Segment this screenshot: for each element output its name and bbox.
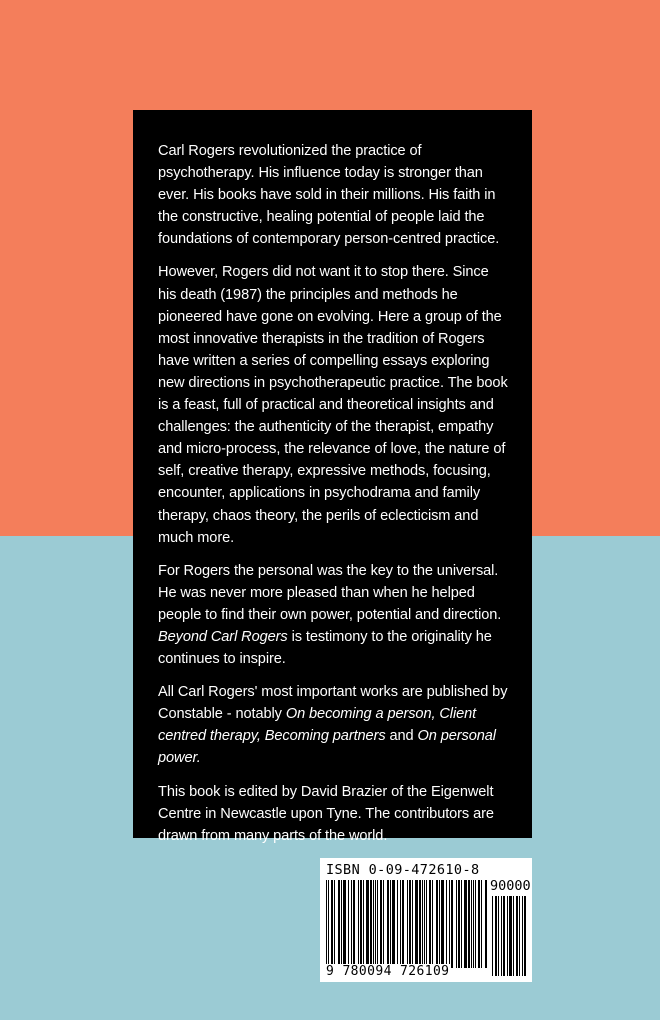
ean-digits: 9 780094 726109 [326,964,450,979]
book-title-beyond-carl-rogers: Beyond Carl Rogers [158,628,288,645]
barcode-bar [441,880,444,968]
rogers-works-titles-2: On personal power. [158,728,496,767]
barcode-bar [519,896,520,976]
barcode-bar [326,880,327,968]
barcode-bar [478,880,480,968]
barcode-bar [458,880,460,968]
barcode-bar [402,880,404,968]
barcode-bar [436,880,438,968]
barcode-bar [516,896,518,976]
barcode-bar [507,896,508,976]
ean-barcode-bars [326,880,488,968]
barcode-bar [513,896,514,976]
barcode-bar [358,880,359,968]
barcode-bar [446,880,447,968]
barcode-bar [501,896,502,976]
barcode-bar [351,880,352,968]
barcode-bar [503,896,505,976]
barcode-bar [400,880,401,968]
isbn-barcode [320,858,532,982]
blurb-paragraph-4-and: and [389,728,414,745]
rogers-works-titles-1: On becoming a person, Client centred therapy, Becoming partners [158,706,477,745]
blurb-paragraph-1: Carl Rogers revolutionized the practice of psychotherapy. His influence today is stronger than ever. His books have sold in their millions. His faith in the constructive, healing potential of people laid the foundations of contemporary person-centred practice. [158,143,500,248]
barcode-bar [439,880,440,968]
barcode-bar [390,880,391,968]
barcode-bar [422,880,423,968]
barcode-bar [471,880,472,968]
barcode-bar [377,880,378,968]
price-addon-bars [492,896,528,976]
blurb-paragraph-3 [158,560,510,670]
barcode-bar [424,880,425,968]
barcode-bar [383,880,384,968]
barcode-bar [449,880,450,968]
barcode-bar [492,896,493,976]
back-cover-blurb-panel [133,110,532,844]
barcode-bar [338,880,340,968]
blurb-paragraph-4 [158,681,510,769]
barcode-bar [495,896,497,976]
barcode-bar [360,880,362,968]
price-code: 90000 [490,878,531,894]
barcode-bar [373,880,374,968]
barcode-bar [415,880,418,968]
barcode-bar [464,880,467,968]
barcode-bar [348,880,349,968]
barcode-bar [498,896,499,976]
barcode-bar [485,880,487,968]
barcode-bar [392,880,395,968]
barcode-bar [370,880,372,968]
barcode-bar [328,880,329,968]
blurb-paragraph-4-text-a: All Carl Rogers' most important works are published by Constable - notably [158,684,508,723]
barcode-bar [509,896,512,976]
barcode-bar [334,880,335,968]
barcode-bar [522,896,523,976]
barcode-bar [397,880,398,968]
barcode-bar [451,880,453,968]
blurb-paragraph-5: This book is edited by David Brazier of the Eigenwelt Centre in Newcastle upon Tyne. The contributors are drawn from many parts of the world. [158,783,494,844]
barcode-bar [353,880,355,968]
barcode-bar [380,880,382,968]
blurb-paragraph-3-text-b: is testimony to the originality he continues to inspire. [158,628,492,668]
barcode-bar [473,880,474,968]
barcode-bar [426,880,427,968]
blurb-paragraph-3-text-a: For Rogers the personal was the key to the universal. He was never more pleased than when he helped people to find their own power, potential and direction. [158,562,502,623]
barcode-bar [475,880,476,968]
barcode-bar [363,880,364,968]
barcode-bar [524,896,526,976]
blurb-paragraph-2: However, Rogers did not want it to stop there. Since his death (1987) the principles and methods he pioneered have gone on evolving. Here a group of the most innovative therapists in the tradition of Rogers have written a series of compelling essays exploring new directions in psychotherapeutic practice. The book is a feast, full of practical and theoretical insights and challenges: the authenticity of the therapist, empathy and micro-process, the relevance of love, the nature of self, creative therapy, expressive methods, focusing, encounter, applications in psychodrama and family therapy, chaos theory, the perils of eclecticism and much more. [158,264,508,546]
barcode-bar [331,880,333,968]
barcode-bar [429,880,431,968]
barcode-bar [375,880,376,968]
barcode-bar [341,880,342,968]
barcode-bar [407,880,408,968]
barcode-bar [343,880,346,968]
barcode-bar [419,880,421,968]
barcode-bar [481,880,482,968]
barcode-bar [468,880,470,968]
barcode-bar [456,880,457,968]
barcode-bar [461,880,462,968]
barcode-bar [366,880,369,968]
barcode-bar [387,880,389,968]
barcode-bar [432,880,433,968]
isbn-number: ISBN 0-09-472610-8 [326,862,480,878]
barcode-bar [409,880,411,968]
barcode-bar [412,880,413,968]
